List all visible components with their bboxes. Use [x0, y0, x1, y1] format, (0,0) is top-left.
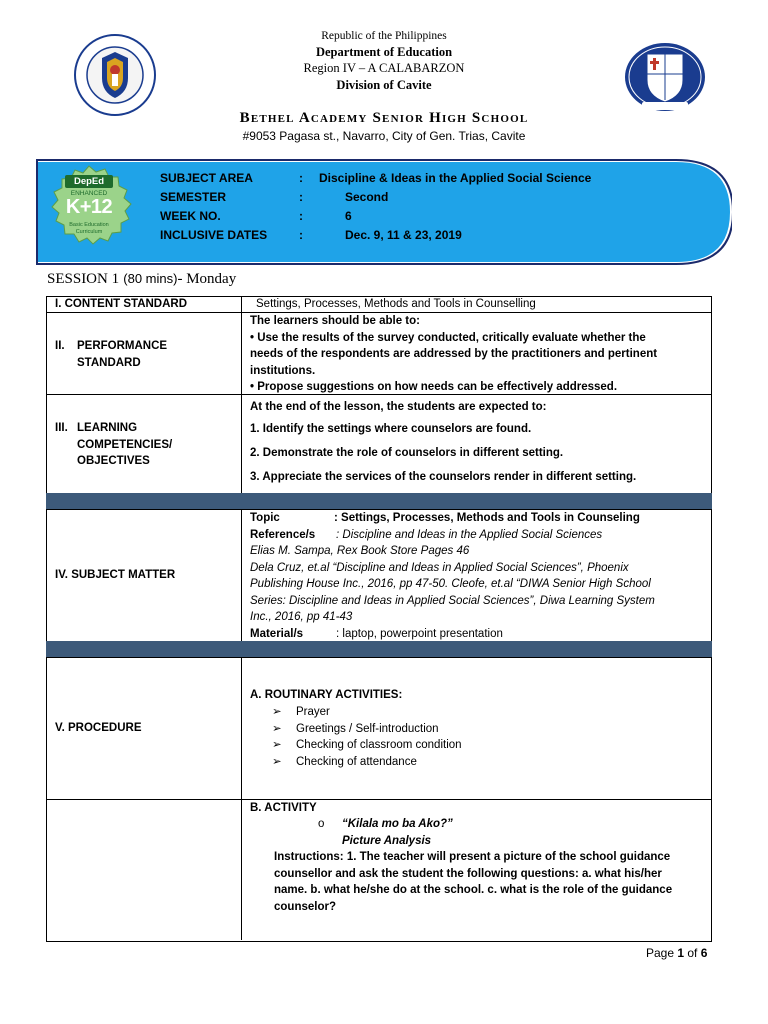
learning-objective: 2. Demonstrate the role of counselors in different setting. — [250, 447, 564, 459]
arrow-bullet-icon: ➢ — [272, 706, 282, 718]
subject-matter-content — [250, 510, 708, 642]
learning-label-line: COMPETENCIES/ — [77, 438, 173, 451]
instruction-line: name. b. what he/she do at the school. c. what is the role of the guidance — [274, 884, 673, 896]
performance-label — [77, 338, 167, 371]
column-divider — [241, 657, 242, 940]
section-divider-band — [46, 641, 712, 657]
learning-num: III. — [55, 422, 68, 434]
content-standard-value: Settings, Processes, Methods and Tools in Counselling — [256, 298, 536, 310]
info-value: Discipline & Ideas in the Applied Social Science — [319, 171, 592, 185]
row-divider — [46, 657, 712, 658]
performance-line: • Propose suggestions on how needs can be effectively addressed. — [250, 381, 618, 393]
performance-line: • Use the results of the survey conducted, critically evaluate whether the — [250, 331, 646, 344]
column-divider — [241, 296, 242, 493]
activity-sub: Picture Analysis — [342, 835, 432, 847]
info-value: Dec. 9, 11 & 23, 2019 — [345, 228, 462, 242]
session-day: - Monday — [177, 271, 237, 287]
section-divider-band — [46, 493, 712, 509]
routinary-item-text: Checking of classroom condition — [296, 739, 462, 751]
school-address: #9053 Pagasa st., Navarro, City of Gen. Trias, Cavite — [242, 129, 526, 143]
learning-intro: At the end of the lesson, the students are expected to: — [250, 401, 547, 413]
routinary-item — [272, 754, 462, 771]
arrow-bullet-icon: ➢ — [272, 755, 282, 768]
page-current: 1 — [677, 946, 685, 960]
deped-badge-brand: DepEd — [65, 175, 113, 188]
info-label: SUBJECT AREA — [160, 171, 253, 185]
performance-line: needs of the respondents are addressed by the practitioners and pertinent — [250, 348, 658, 360]
info-label: INCLUSIVE DATES — [160, 228, 268, 242]
routinary-list — [272, 704, 462, 770]
reference-line-text: Publishing House Inc., 2016, pp 47-50. Cleofe, et.al “DIWA Senior High School — [250, 578, 651, 590]
reference-line-text: Series: Discipline and Ideas in Applied Social Sciences”, Diwa Learning System — [250, 594, 655, 607]
info-colon: : — [299, 209, 303, 223]
learning-label-line: OBJECTIVES — [77, 455, 150, 467]
content-standard-label: I. CONTENT STANDARD — [55, 298, 188, 310]
info-colon: : — [299, 228, 303, 242]
materials-label: Material/s — [250, 627, 304, 640]
performance-standard-text — [250, 313, 708, 396]
routinary-item-text: Prayer — [296, 706, 330, 718]
instruction-line: Instructions: 1. The teacher will present a picture of the school guidance — [274, 851, 671, 863]
topic-label: Topic — [250, 512, 280, 524]
routinary-item — [272, 704, 462, 721]
department-line: Department of Education — [315, 45, 453, 59]
reference-label: Reference/s — [250, 528, 316, 541]
deped-badge-k12: K+12 — [65, 196, 113, 218]
materials-line — [250, 626, 708, 643]
performance-label-line: PERFORMANCE — [77, 340, 168, 352]
session-number: SESSION 1 — [47, 271, 120, 287]
routinary-item — [272, 737, 462, 754]
reference-line — [250, 527, 708, 544]
info-colon: : — [299, 190, 303, 204]
info-label: WEEK NO. — [160, 209, 221, 223]
reference-value: : Discipline and Ideas in the Applied Social Sciences — [336, 528, 603, 541]
subject-matter-label: IV. SUBJECT MATTER — [55, 569, 176, 581]
info-colon: : — [299, 171, 303, 185]
deped-badge-enhanced: ENHANCED — [70, 190, 108, 197]
deped-badge-sub: Basic Education Curriculum — [69, 222, 109, 235]
school-name: Bethel Academy Senior High School — [239, 110, 529, 126]
reference-line-text: Dela Cruz, et.al “Discipline and Ideas in Applied Social Sciences”, Phoenix — [250, 561, 629, 574]
performance-num: II. — [55, 340, 65, 352]
routinary-item-text: Greetings / Self-introduction — [296, 722, 439, 735]
arrow-bullet-icon: ➢ — [272, 739, 282, 751]
info-value: Second — [345, 190, 389, 204]
activity-instructions — [274, 849, 710, 915]
lesson-plan-table — [46, 296, 712, 942]
division-line: Division of Cavite — [336, 78, 432, 92]
instruction-line: counselor? — [274, 900, 336, 913]
page-total: 6 — [700, 946, 708, 960]
learning-objective: 1. Identify the settings where counselors are found. — [250, 423, 532, 435]
routinary-item — [272, 721, 462, 738]
instruction-line: counsellor and ask the student the following questions: a. what his/her — [274, 867, 662, 880]
session-title — [47, 270, 236, 288]
page-number — [646, 946, 707, 960]
page-of: of — [684, 946, 701, 960]
info-value: 6 — [345, 209, 352, 223]
routinary-title: A. ROUTINARY ACTIVITIES: — [250, 689, 403, 701]
row-divider — [46, 799, 712, 800]
column-divider — [241, 509, 242, 641]
reference-line-text: Inc., 2016, pp 41-43 — [250, 611, 353, 623]
topic-line — [250, 510, 708, 527]
learning-objective: 3. Appreciate the services of the counselors render in different setting. — [250, 471, 637, 483]
learning-label-line: LEARNING — [77, 422, 138, 434]
session-duration: (80 mins) — [123, 271, 178, 286]
topic-value: : Settings, Processes, Methods and Tools in Counseling — [334, 512, 640, 524]
routinary-item-text: Checking of attendance — [296, 755, 417, 768]
deped-k12-badge — [44, 164, 134, 252]
republic-line: Republic of the Philippines — [321, 30, 447, 42]
reference-line-text: Elias M. Sampa, Rex Book Store Pages 46 — [250, 545, 470, 557]
procedure-label: V. PROCEDURE — [55, 722, 142, 734]
activity-title: B. ACTIVITY — [250, 802, 317, 814]
performance-label-line: STANDARD — [77, 356, 141, 369]
page-prefix: Page — [646, 946, 678, 960]
arrow-bullet-icon: ➢ — [272, 722, 282, 735]
activity-bullet: o — [318, 818, 325, 830]
learning-label — [77, 420, 172, 470]
materials-value: : laptop, powerpoint presentation — [336, 627, 503, 640]
activity-name: “Kilala mo ba Ako?” — [342, 818, 453, 830]
performance-line: institutions. — [250, 364, 316, 377]
region-line: Region IV – A CALABARZON — [303, 61, 465, 75]
performance-line: The learners should be able to: — [250, 315, 420, 327]
info-label: SEMESTER — [160, 190, 227, 204]
